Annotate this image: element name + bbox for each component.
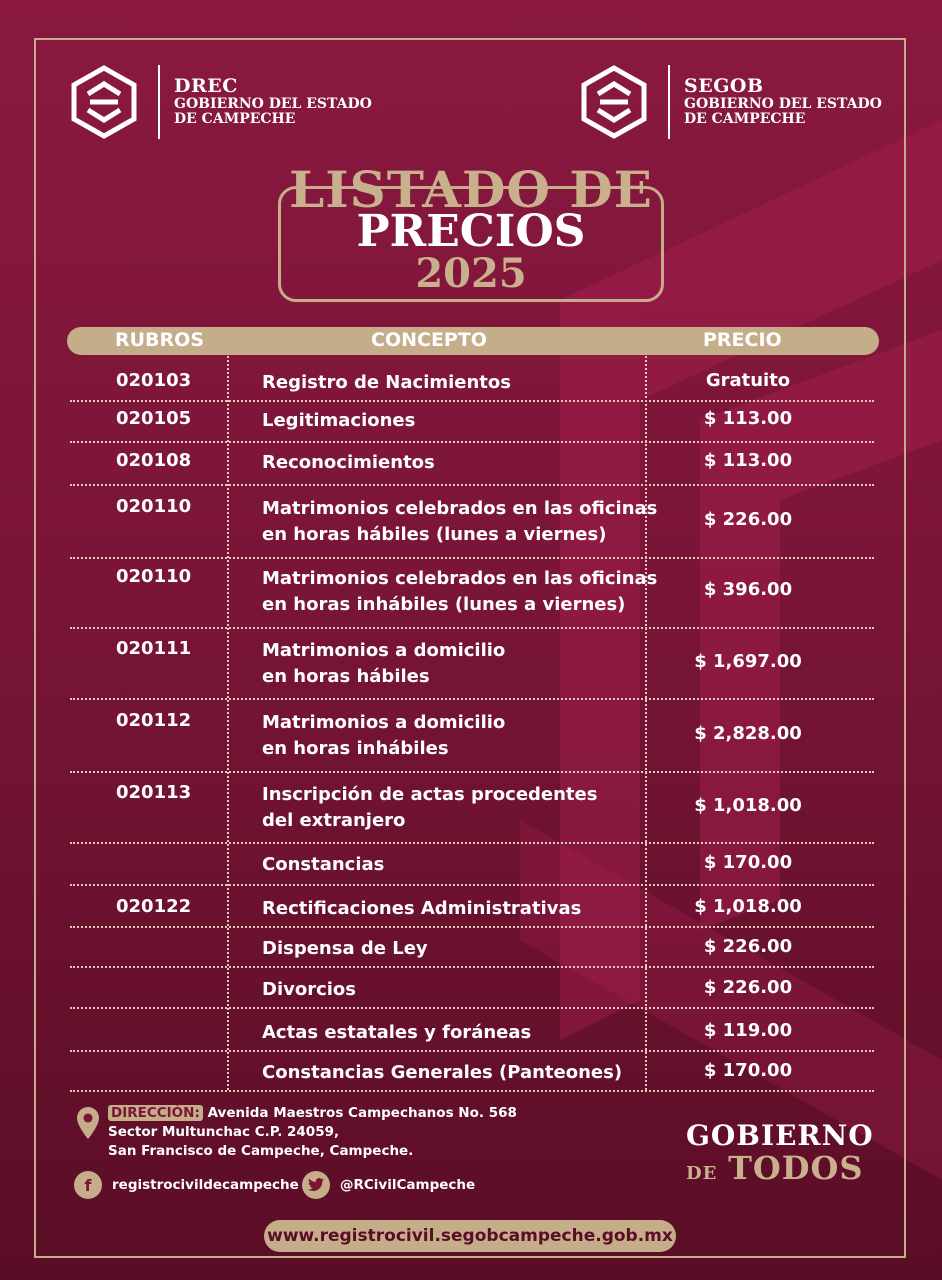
header-precio: PRECIO [703,329,782,351]
cell-rubro: 020113 [116,782,192,803]
logo-title: DREC [174,75,238,98]
concepto-line: Divorcios [262,979,357,1000]
location-pin-icon [76,1106,100,1140]
concepto-line: en horas hábiles (lunes a viernes) [262,524,607,545]
slogan-todos: TODOS [728,1149,864,1187]
row-divider [70,842,874,844]
cell-precio: $ 396.00 [703,579,793,600]
cell-precio: $ 170.00 [703,1060,793,1081]
concepto-line: Constancias Generales (Panteones) [262,1062,623,1083]
concepto-line: en horas hábiles [262,666,430,687]
row-divider [70,1007,874,1009]
address-line: Sector Multunchac C.P. 24059, [108,1124,340,1140]
facebook-handle[interactable]: registrocivildecampeche [112,1177,299,1193]
row-divider [70,484,874,486]
cell-concepto [262,370,511,396]
cell-concepto [262,1020,531,1046]
logo-subtitle: GOBIERNO DEL ESTADO [684,96,882,113]
header-rubros: RUBROS [115,329,205,351]
slogan-de: DE [686,1163,718,1184]
concepto-line: en horas inhábiles (lunes a viernes) [262,594,626,615]
logo-subtitle: DE CAMPECHE [174,110,296,127]
concepto-line: en horas inhábiles [262,738,449,759]
cell-concepto [262,408,415,434]
row-divider [70,926,874,928]
logo-subtitle: DE CAMPECHE [684,110,806,127]
address-label: DIRECCIÓN: [108,1105,203,1121]
cell-rubro: 020112 [116,710,192,731]
cell-precio: $ 119.00 [703,1020,793,1041]
address-block [108,1104,517,1161]
address-line: Avenida Maestros Campechanos No. 568 [207,1105,517,1121]
logo-divider [158,65,160,139]
cell-precio: $ 170.00 [703,852,793,873]
cell-rubro: 020105 [116,408,192,429]
cell-rubro: 020108 [116,450,192,471]
cell-precio: $ 1,018.00 [694,896,802,917]
logo-subtitle: GOBIERNO DEL ESTADO [174,96,372,113]
page-title-line1: LISTADO DE [289,160,653,219]
concepto-line: Matrimonios a domicilio [262,640,506,661]
gobierno-de-todos-logo [686,1120,874,1190]
cell-concepto [262,496,657,548]
row-divider [70,1050,874,1052]
website-link[interactable]: www.registrocivil.segobcampeche.gob.mx [264,1220,676,1252]
cell-rubro: 020110 [116,566,192,587]
row-divider [70,884,874,886]
twitter-handle[interactable]: @RCivilCampeche [340,1177,476,1193]
cell-precio: $ 113.00 [703,408,793,429]
concepto-line: Constancias [262,854,385,875]
concepto-line: Registro de Nacimientos [262,372,511,393]
column-divider [645,356,647,1090]
logo-title: SEGOB [684,75,764,98]
concepto-line: Inscripción de actas procedentes [262,784,598,805]
concepto-line: Matrimonios celebrados en las oficinas [262,568,658,589]
cell-precio: $ 226.00 [703,509,793,530]
concepto-line: Dispensa de Ley [262,938,428,959]
facebook-icon[interactable]: f [74,1171,102,1199]
cell-rubro: 020111 [116,638,192,659]
cell-precio: $ 1,018.00 [694,795,802,816]
cell-precio: $ 2,828.00 [694,723,802,744]
table-header [67,327,879,355]
segob-logo [574,62,882,142]
cell-concepto [262,782,597,834]
cell-precio: $ 226.00 [703,977,793,998]
cell-concepto [262,1060,622,1086]
row-divider [70,966,874,968]
page-title-year: 2025 [415,250,527,297]
header-concepto: CONCEPTO [371,329,487,351]
drec-logo [64,62,372,142]
column-divider [227,356,229,1090]
concepto-line: del extranjero [262,810,406,831]
cell-concepto [262,450,435,476]
cell-concepto [262,852,384,878]
cell-concepto [262,936,428,962]
concepto-line: Matrimonios celebrados en las oficinas [262,498,658,519]
row-divider [70,627,874,629]
row-divider [70,400,874,402]
hexagon-logo-icon [574,62,654,142]
cell-concepto [262,566,657,618]
concepto-line: Actas estatales y foráneas [262,1022,532,1043]
concepto-line: Reconocimientos [262,452,435,473]
concepto-line: Rectificaciones Administrativas [262,898,582,919]
concepto-line: Legitimaciones [262,410,416,431]
cell-concepto [262,638,505,690]
logo-divider [668,65,670,139]
cell-rubro: 020122 [116,896,192,917]
row-divider [70,1090,874,1092]
cell-rubro: 020110 [116,496,192,517]
row-divider [70,441,874,443]
cell-precio: Gratuito [705,370,791,391]
cell-precio: $ 113.00 [703,450,793,471]
twitter-icon[interactable] [302,1171,330,1199]
row-divider [70,698,874,700]
cell-rubro: 020103 [116,370,192,391]
row-divider [70,557,874,559]
cell-concepto [262,896,581,922]
page-title-line2: PRECIOS [356,206,586,257]
slogan-line: GOBIERNO [686,1119,874,1152]
concepto-line: Matrimonios a domicilio [262,712,506,733]
cell-precio: $ 226.00 [703,936,793,957]
cell-concepto [262,710,505,762]
row-divider [70,771,874,773]
cell-precio: $ 1,697.00 [694,651,802,672]
cell-concepto [262,977,356,1003]
address-line: San Francisco de Campeche, Campeche. [108,1143,414,1159]
hexagon-logo-icon [64,62,144,142]
